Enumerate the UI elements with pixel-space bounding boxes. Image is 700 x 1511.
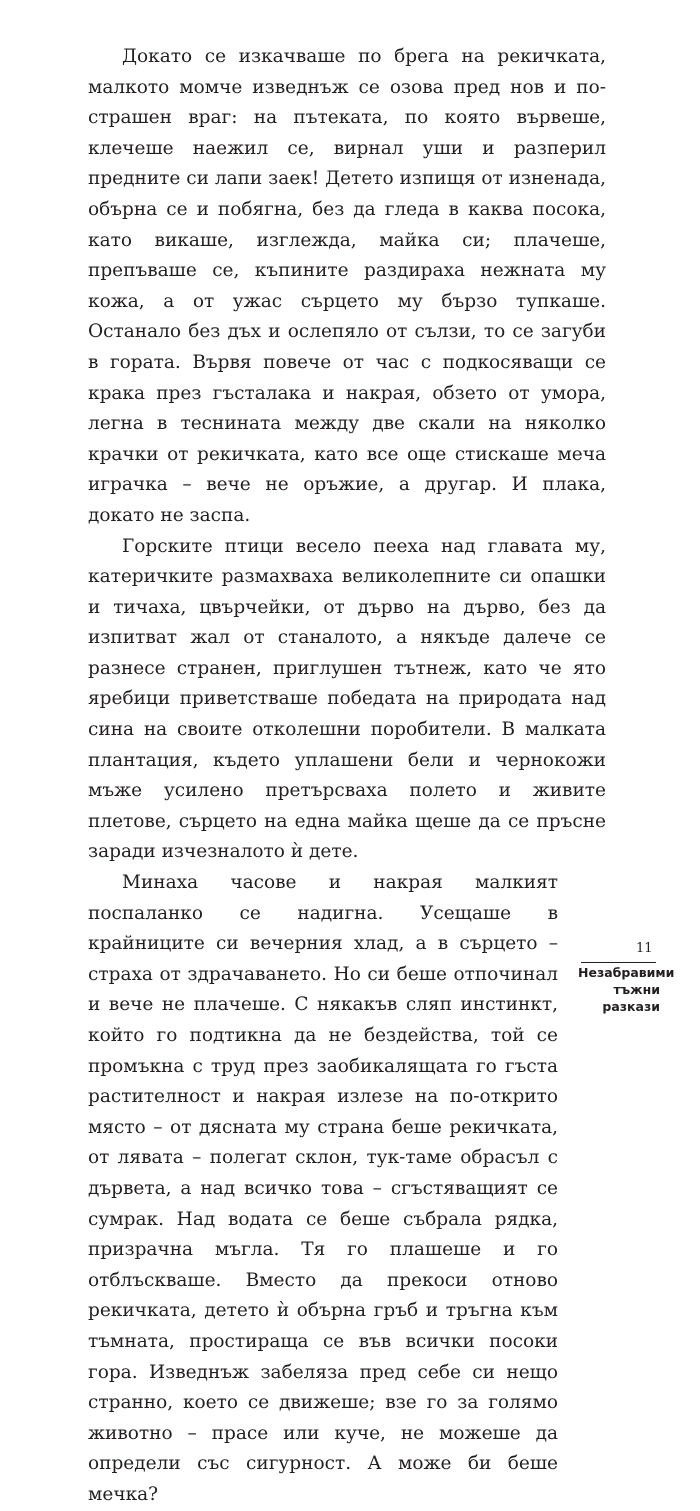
running-footer-title: [578, 964, 675, 1015]
body-text: [88, 42, 606, 1511]
book-title-line-1: Незабравими: [578, 965, 675, 980]
paragraph-3: Минаха часове и накрая малкият поспаланко се надигна. Усещаше в крайниците си вечерния хлад, а в сърцето – страха от здрачаването. Но си беше отпочинал и вече не плачеше. С някакъв сляп инстинкт, който го подтикна да не бездейства, той се промъкна с труд през заобикалящата го гъста растителност и накрая излезе на по-открито място – от дясната му страна беше рекичката, от лявата – полегат склон, тук-таме обрасъл с дървета, а над всичко това – сгъстяващият се сумрак. Над водата се беше събрала рядка, призрачна мъгла. Тя го плашеше и го отблъскваше. Вместо да прекоси отново рекичката, детето ѝ обърна гръб и тръгна към тъмната, простираща се във всички посоки гора. Изведнъж забеляза пред себе си нещо странно, което се движеше; взе го за голямо животно – прасе или куче, не можеше да определи със сигурност. А може би беше мечка?: [88, 872, 558, 1505]
book-title-line-2: тъжни разкази: [602, 982, 660, 1014]
paragraph-2: Горските птици весело пееха над главата му, катеричките размахваха великолепните си опашки и тичаха, цвърчейки, от дърво на дърво, без да изпитват жал от станалото, а някъде далече се разнесе странен, приглушен тътнеж, като че ято яребици приветстваше победата на природата над сина на своите отколешни поробители. В малката плантация, където уплашени бели и чернокожи мъже усилено претърсваха полето и живите плетове, сърцето на една майка щеше да се пръсне заради изчезналото ѝ дете.: [88, 535, 606, 863]
footer-divider: [581, 962, 656, 963]
paragraph-1: Докато се изкачваше по брега на рекичката, малкото момче изведнъж се озова пред нов и по-страшен враг: на пътеката, по която вървеше, клечеше наежил се, вирнал уши и разперил предните си лапи заек! Детето изпищя от изненада, обърна се и побягна, без да гледа в каква посока, като викаше, изглежда, майка си; плачеше, препъваше се, къпините раздираха нежната му кожа, а от ужас сърцето му бързо тупкаше. Останало без дъх и ослепяло от сълзи, то се загуби в гората. Вървя повече от час с подкосяващи се крака през гъсталака и накрая, обзето от умора, легна в теснината между две скали на няколко крачки от рекичката, като все още стискаше меча играчка – вече не оръжие, а другар. И плака, докато не заспа.: [88, 46, 606, 526]
page-number: 11: [636, 941, 653, 956]
